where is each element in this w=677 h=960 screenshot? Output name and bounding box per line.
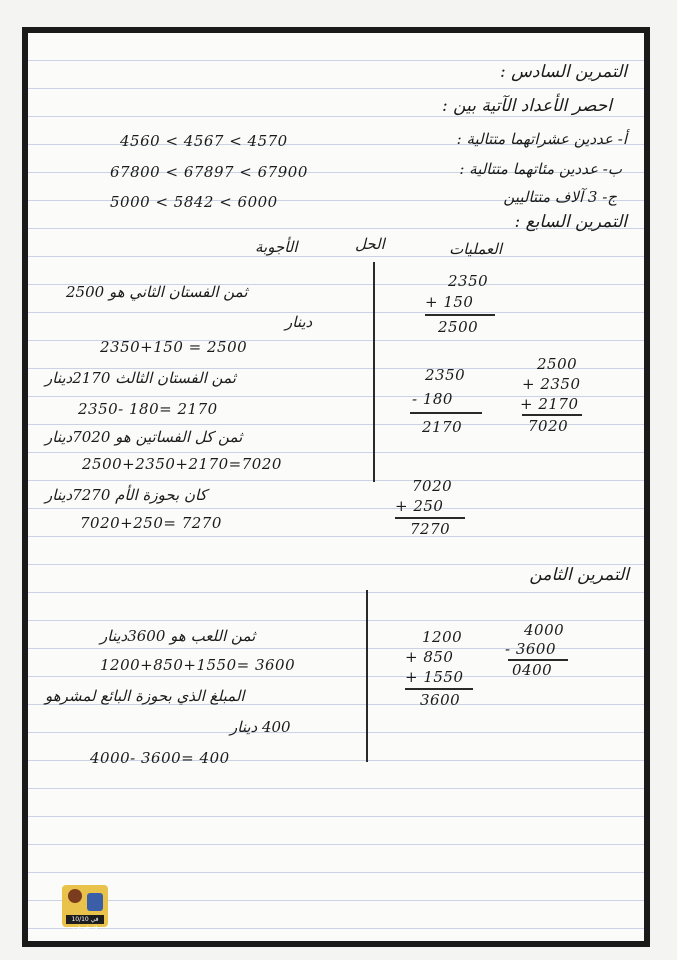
- ex7-op3-bar: [522, 414, 582, 416]
- ex7-op1-b: + 150: [425, 293, 474, 311]
- ex8-title: التمرين الثامن: [529, 565, 629, 585]
- ex8-op1-b: + 850: [405, 648, 454, 666]
- ex8-op1-a: 1200: [422, 628, 463, 646]
- ex8-op2-r: 0400: [512, 661, 553, 679]
- ex7-q2-calc: 2350- 180= 2170: [78, 400, 218, 418]
- ex7-q4-text: كان بحوزة الأم 7270دينار: [45, 486, 207, 504]
- ex8-q2-text: المبلغ الذي بحوزة البائع لمشرهو: [45, 687, 245, 705]
- ex6-instruction: احصر الأعداد الآتية بين :: [442, 96, 612, 116]
- ex7-op1-a: 2350: [448, 272, 489, 290]
- ex7-op3-r: 7020: [528, 417, 569, 435]
- ex8-q1-calc: 1200+850+1550= 3600: [100, 656, 296, 674]
- ex6-c-math: 5000 < 5842 < 6000: [110, 193, 278, 211]
- ex6-b-label: ب- عددين مئاتهما متتالية :: [459, 160, 622, 178]
- brand-logo: [62, 885, 108, 932]
- ex8-q2-unit: 400 دينار: [230, 718, 291, 736]
- ex7-op3-a: 2500: [537, 355, 578, 373]
- ex7-header-solution: الحل: [355, 235, 385, 253]
- ex6-a-label: أ- عددين عشراتهما متتالية :: [456, 130, 627, 148]
- ex8-q1-text: ثمن اللعب هو 3600دينار: [100, 627, 256, 645]
- ex7-op2-b: - 180: [412, 390, 453, 408]
- ex7-header-operations: العمليات: [449, 240, 502, 258]
- ex7-op4-b: + 250: [395, 497, 444, 515]
- ex7-op1-bar: [425, 314, 495, 316]
- ex8-q2-calc: 4000- 3600= 400: [90, 749, 230, 767]
- ex7-column-divider: [373, 262, 375, 482]
- ex6-a-math: 4560 < 4567 < 4570: [120, 132, 288, 150]
- logo-caption: 10/10 في الرياضيات: [66, 915, 104, 924]
- ex8-op1-r: 3600: [420, 691, 461, 709]
- ex7-op1-r: 2500: [438, 318, 479, 336]
- ex7-op4-a: 7020: [412, 477, 453, 495]
- ex7-op2-bar: [410, 412, 482, 414]
- ex8-op2-a: 4000: [524, 621, 565, 639]
- ex6-b-math: 67800 < 67897 < 67900: [110, 163, 308, 181]
- ex8-op1-bar: [405, 688, 473, 690]
- ex6-title: التمرين السادس :: [499, 62, 627, 82]
- ex7-q3-calc: 2500+2350+2170=7020: [82, 455, 282, 473]
- ex7-header-answers: الأجوبة: [255, 238, 298, 256]
- ex7-op3-b: + 2350: [522, 375, 581, 393]
- ex8-op1-c: + 1550: [405, 668, 464, 686]
- ex8-column-divider: [366, 590, 368, 762]
- ex7-q1-text: ثمن الفستان الثاني هو 2500: [66, 283, 248, 301]
- ex6-c-label: ج- 3 آلاف متتاليين: [503, 188, 617, 206]
- ex7-q4-calc: 7020+250= 7270: [80, 514, 222, 532]
- ex7-q1-calc: 2350+150 = 2500: [100, 338, 248, 356]
- ex7-title: التمرين السابع :: [514, 212, 627, 232]
- ex7-op4-bar: [395, 517, 465, 519]
- ex7-q1-unit: دينار: [285, 313, 313, 331]
- ex7-op2-a: 2350: [425, 366, 466, 384]
- ex7-op3-c: + 2170: [520, 395, 579, 413]
- ex7-op2-r: 2170: [422, 418, 463, 436]
- ex7-q3-text: ثمن كل الفساتين هو 7020دينار: [45, 428, 243, 446]
- ex7-op4-r: 7270: [410, 520, 451, 538]
- ex8-op2-b: - 3600: [505, 640, 557, 658]
- ex7-q2-text: ثمن الفستان الثالث 2170دينار: [45, 369, 236, 387]
